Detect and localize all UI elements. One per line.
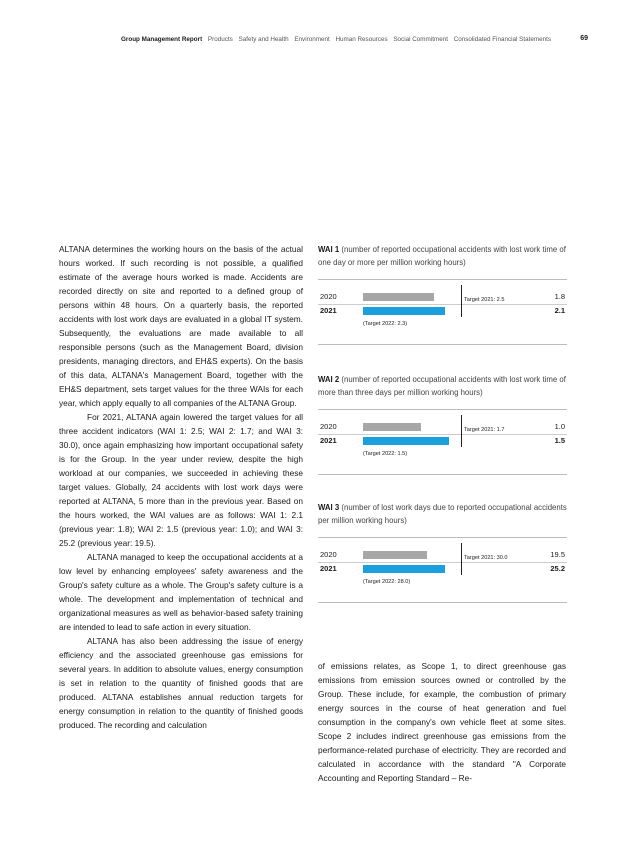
value-label-2020: 1.0 [554, 422, 565, 431]
nav-item-consolidated-financial-statements[interactable]: Consolidated Financial Statements [453, 36, 552, 43]
year-label-2020: 2020 [320, 422, 337, 431]
paragraph: ALTANA determines the working hours on the basis of the actual hours worked. If such recording is not possible, a qualified estimate of the average hours worked is made. Accidents are recorded directly on site and reported to a defined group of persons within 48 hours. On a quarterly basis, the reported accidents with lost work days are evaluated in a global IT system. Subsequently, the evaluations are made available to all responsible persons (such as the Management Board, division presidents, managing directors, and EH&S experts). On the basis of this data, ALTANA's Management Board, together with the EH&S department, sets target values for the three WAIs for each year, which apply equally to all companies of the ALTANA Group. [59, 244, 303, 408]
chart-title-label: WAI 3 [318, 503, 340, 512]
year-label-2021: 2021 [320, 306, 337, 315]
wai3-chart [318, 501, 567, 603]
row-divider [318, 304, 567, 305]
chart-title [318, 501, 567, 527]
year-label-2020: 2020 [320, 292, 337, 301]
year-label-2021: 2021 [320, 436, 337, 445]
left-text-column [59, 242, 303, 732]
chart-title-label: WAI 1 [318, 245, 340, 254]
bar-2021 [363, 437, 449, 445]
nav-item-social-commitment[interactable]: Social Commitment [393, 36, 448, 43]
nav-item-human-resources[interactable]: Human Resources [335, 36, 388, 43]
wai1-chart [318, 243, 567, 345]
target-label: Target 2021: 30.0 [464, 555, 508, 561]
bar-2021 [363, 307, 445, 315]
target-line [461, 543, 462, 575]
nav-item-safety-and-health[interactable]: Safety and Health [238, 36, 289, 43]
right-text-column [318, 659, 566, 785]
nav-item-environment[interactable]: Environment [294, 36, 330, 43]
target-line [461, 415, 462, 447]
chart-subtitle: (number of reported occupational accidents with lost work time of one day or more per million working hours) [318, 245, 566, 267]
value-label-2021: 1.5 [554, 436, 565, 445]
next-target-label: (Target 2022: 28.0) [363, 579, 411, 585]
target-line [461, 285, 462, 317]
chart-plot [318, 409, 567, 475]
bar-2020 [363, 293, 434, 301]
bar-2021 [363, 565, 445, 573]
chart-title [318, 243, 567, 269]
chart-plot [318, 279, 567, 345]
value-label-2021: 2.1 [554, 306, 565, 315]
chart-title [318, 373, 567, 399]
value-label-2020: 19.5 [550, 550, 565, 559]
nav-item-group-management-report[interactable]: Group Management Report [121, 36, 203, 43]
target-label: Target 2021: 2.5 [464, 297, 505, 303]
value-label-2021: 25.2 [550, 564, 565, 573]
chart-title-label: WAI 2 [318, 375, 340, 384]
paragraph: ALTANA managed to keep the occupational accidents at a low level by enhancing employees' safety awareness and the Group's safety culture as a whole. The Group's safety culture is a whole. The development and implementation of technical and organizational measures as well as behavior-based safety training are intended to lead to safe action in every situation. [59, 552, 303, 632]
year-label-2020: 2020 [320, 550, 337, 559]
value-label-2020: 1.8 [554, 292, 565, 301]
bar-2020 [363, 423, 421, 431]
target-label: Target 2021: 1.7 [464, 427, 505, 433]
chart-subtitle: (number of reported occupational accidents with lost work time of more than three days per million working hours) [318, 375, 566, 397]
year-label-2021: 2021 [320, 564, 337, 573]
paragraph: ALTANA has also been addressing the issue of energy efficiency and the associated greenhouse gas emissions for several years. In addition to absolute values, energy consumption is set in relation to the quantity of finished goods that are produced. ALTANA establishes annual reduction targets for energy consumption in relation to the quantity of finished goods produced. The recording and calculation [59, 636, 303, 730]
bar-2020 [363, 551, 427, 559]
paragraph: of emissions relates, as Scope 1, to direct greenhouse gas emissions from emission sources owned or controlled by the Group. These include, for example, the combustion of primary energy sources in the course of heat generation and fuel consumption in the company's own vehicle fleet at some sites. Scope 2 includes indirect greenhouse gas emissions from the performance-related purchase of electricity. They are recorded and calculated in accordance with the standard "A Corporate Accounting and Reporting Standard – Re- [318, 661, 566, 783]
chart-subtitle: (number of lost work days due to reported occupational accidents per million working hours) [318, 503, 567, 525]
nav-item-products[interactable]: Products [207, 36, 233, 43]
next-target-label: (Target 2022: 2.3) [363, 321, 408, 327]
wai2-chart [318, 373, 567, 475]
chart-plot [318, 537, 567, 603]
page-number: 69 [580, 35, 588, 42]
row-divider [318, 562, 567, 563]
section-navigation [121, 36, 568, 43]
next-target-label: (Target 2022: 1.5) [363, 451, 408, 457]
row-divider [318, 434, 567, 435]
paragraph: For 2021, ALTANA again lowered the target values for all three accident indicators (WAI 1: 2.5; WAI 2: 1.7; and WAI 3: 30.0), once again emphasizing how important occupational safety is for the Group. In the year under review, despite the high workload at our companies, we succeeded in achieving these target values. Globally, 24 accidents with lost work days were reported at ALTANA, 5 more than in the previous year. Based on the hours worked, the WAI values are as follows: WAI 1: 2.1 (previous year: 1.8); WAI 2: 1.5 (previous year: 1.0); and WAI 3: 25.2 (previous year: 19.5). [59, 412, 303, 548]
